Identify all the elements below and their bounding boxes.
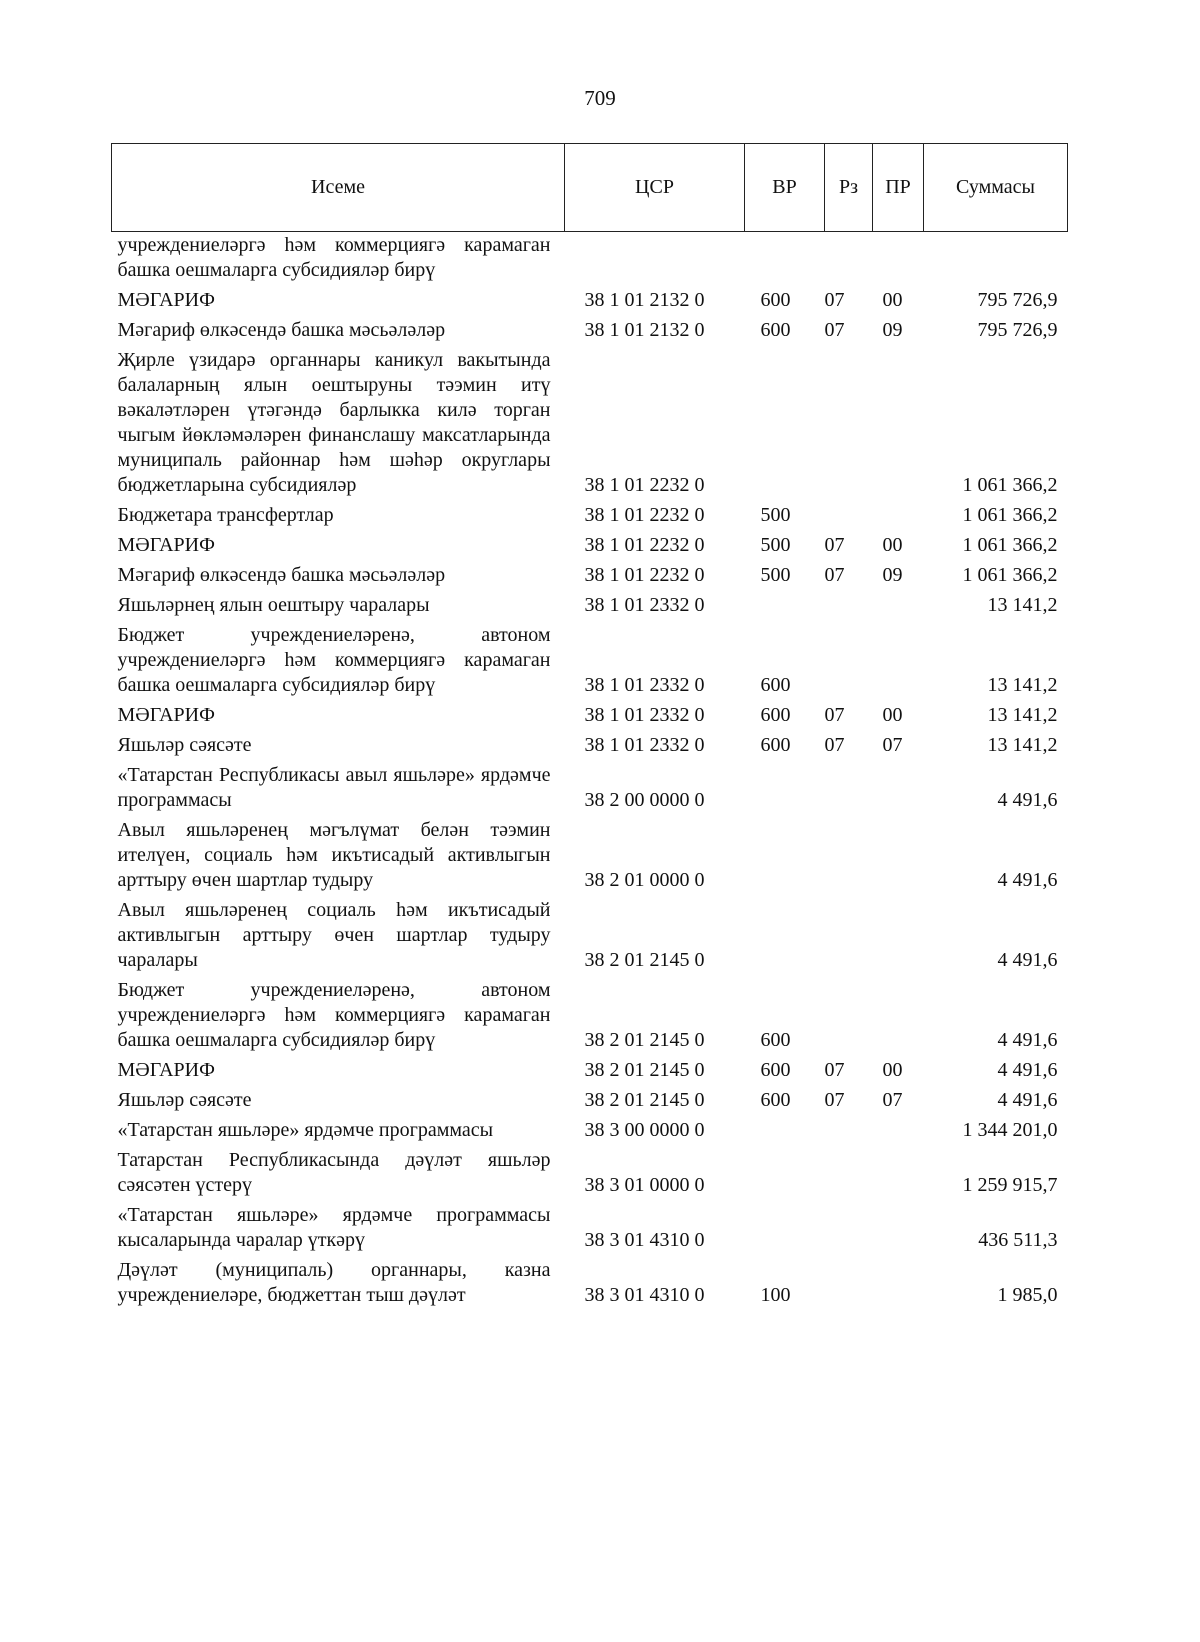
cell-csr: 38 3 01 4310 0 (584, 1284, 705, 1306)
cell-csr: 38 1 01 2232 0 (584, 504, 705, 526)
cell-name: Авыл яшьләренең социаль һәм икътисадый активлыгын арттыру өчен шартлар тудыру чаралары (117, 899, 551, 971)
cell-pr (873, 1202, 924, 1257)
cell-vr (745, 232, 825, 288)
header-name: Исеме (112, 144, 565, 232)
table-row (112, 622, 1068, 702)
cell-rz: 07 (824, 1089, 845, 1111)
cell-vr (745, 1117, 825, 1147)
cell-sum: 1 061 366,2 (962, 534, 1058, 556)
cell-name: Бюджет учреждениеләренә, автоном учреждениеләргә һәм коммерциягә карамаган башка оешмаларга субсидияләр бирү (117, 624, 551, 696)
cell-rz (825, 1117, 873, 1147)
cell-sum: 4 491,6 (997, 1059, 1058, 1081)
table-row (112, 732, 1068, 762)
cell-pr (873, 502, 924, 532)
cell-csr: 38 1 01 2332 0 (584, 734, 705, 756)
cell-vr: 100 (760, 1284, 791, 1306)
cell-sum: 1 061 366,2 (962, 564, 1058, 586)
cell-rz: 07 (824, 734, 845, 756)
cell-sum: 13 141,2 (987, 594, 1058, 616)
cell-pr: 07 (882, 734, 903, 756)
cell-pr: 00 (882, 704, 903, 726)
cell-pr: 00 (882, 1059, 903, 1081)
table-body (112, 232, 1068, 1313)
cell-sum: 13 141,2 (987, 674, 1058, 696)
cell-name: «Татарстан яшьләре» ярдәмче программасы кысаларында чаралар үткәрү (117, 1204, 551, 1251)
table-row (112, 502, 1068, 532)
cell-csr: 38 1 01 2132 0 (584, 289, 705, 311)
cell-vr (745, 817, 825, 897)
cell-rz: 07 (824, 564, 845, 586)
cell-rz: 07 (824, 534, 845, 556)
cell-csr: 38 2 01 2145 0 (584, 1089, 705, 1111)
cell-rz (825, 1147, 873, 1202)
cell-name: Татарстан Республикасында дәүләт яшьләр сәясәтен үстерү (117, 1149, 551, 1196)
cell-sum: 1 061 366,2 (962, 504, 1058, 526)
table-row (112, 762, 1068, 817)
cell-vr: 600 (760, 319, 791, 341)
cell-sum: 4 491,6 (997, 949, 1058, 971)
table-row (112, 1057, 1068, 1087)
cell-rz (825, 1257, 873, 1312)
cell-csr: 38 3 00 0000 0 (584, 1119, 705, 1141)
cell-pr: 00 (882, 534, 903, 556)
cell-csr (565, 232, 745, 288)
cell-rz (825, 502, 873, 532)
cell-pr (873, 347, 924, 502)
cell-pr (873, 762, 924, 817)
cell-sum: 1 259 915,7 (962, 1174, 1058, 1196)
cell-pr (873, 1147, 924, 1202)
cell-pr (873, 1257, 924, 1312)
cell-pr (873, 232, 924, 288)
cell-vr: 500 (760, 504, 791, 526)
cell-csr: 38 2 01 0000 0 (584, 869, 705, 891)
cell-name: Дәүләт (муниципаль) органнары, казна учреждениеләре, бюджеттан тыш дәүләт (117, 1259, 551, 1306)
cell-vr: 600 (760, 704, 791, 726)
budget-table (111, 143, 1068, 1312)
cell-sum: 1 985,0 (997, 1284, 1058, 1306)
cell-name: Бюджетара трансфертлар (117, 504, 334, 526)
cell-sum (924, 232, 1068, 288)
cell-pr (873, 592, 924, 622)
table-row (112, 1087, 1068, 1117)
cell-vr: 600 (760, 1029, 791, 1051)
cell-name: МӘГАРИФ (117, 534, 215, 556)
cell-name: МӘГАРИФ (117, 289, 215, 311)
cell-csr: 38 1 01 2232 0 (584, 474, 705, 496)
cell-sum: 795 726,9 (977, 289, 1058, 311)
cell-rz (825, 977, 873, 1057)
cell-rz (825, 897, 873, 977)
cell-name: МӘГАРИФ (117, 1059, 215, 1081)
cell-pr: 09 (882, 564, 903, 586)
cell-vr (745, 1202, 825, 1257)
cell-rz: 07 (824, 704, 845, 726)
cell-vr (745, 897, 825, 977)
cell-name: учреждениеләргә һәм коммерциягә карамаган башка оешмаларга субсидияләр бирү (117, 234, 551, 281)
cell-rz (825, 1202, 873, 1257)
table-row (112, 532, 1068, 562)
cell-vr: 600 (760, 734, 791, 756)
cell-pr: 00 (882, 289, 903, 311)
cell-csr: 38 2 01 2145 0 (584, 1059, 705, 1081)
cell-name: Җирле үзидарә органнары каникул вакытында балаларның ялын оештыруны тәэмин итү вәкаләтләрен үтәгәндә барлыкка килә торган чыгым йөкләмәләрен финанслашу максатларында муниципаль районнар һәм шәһәр округлары бюджетларына субсидияләр (117, 349, 551, 496)
cell-vr: 600 (760, 289, 791, 311)
header-sum: Суммасы (924, 144, 1068, 232)
cell-name: Бюджет учреждениеләренә, автоном учреждениеләргә һәм коммерциягә карамаган башка оешмаларга субсидияләр бирү (117, 979, 551, 1051)
table-row (112, 702, 1068, 732)
page-number: 709 (584, 86, 616, 110)
cell-rz (825, 592, 873, 622)
cell-sum: 436 511,3 (978, 1229, 1058, 1251)
cell-pr (873, 1117, 924, 1147)
cell-sum: 795 726,9 (977, 319, 1058, 341)
table-row (112, 977, 1068, 1057)
cell-name: «Татарстан Республикасы авыл яшьләре» ярдәмче программасы (117, 764, 551, 811)
header-vr: ВР (745, 144, 825, 232)
table-row (112, 347, 1068, 502)
table-header (112, 144, 1068, 232)
cell-sum: 1 061 366,2 (962, 474, 1058, 496)
cell-name: Мәгариф өлкәсендә башка мәсьәләләр (117, 564, 446, 586)
cell-csr: 38 3 01 0000 0 (584, 1174, 705, 1196)
table-row (112, 562, 1068, 592)
cell-sum: 1 344 201,0 (962, 1119, 1058, 1141)
table-row (112, 232, 1068, 288)
cell-rz (825, 232, 873, 288)
cell-csr: 38 1 01 2332 0 (584, 704, 705, 726)
table-row (112, 817, 1068, 897)
table-row (112, 592, 1068, 622)
cell-vr: 500 (760, 534, 791, 556)
cell-vr: 600 (760, 1059, 791, 1081)
table-row (112, 317, 1068, 347)
cell-name: Яшьләрнең ялын оештыру чаралары (117, 594, 430, 616)
cell-sum: 4 491,6 (997, 1089, 1058, 1111)
header-csr: ЦСР (565, 144, 745, 232)
table-row (112, 1117, 1068, 1147)
cell-name: «Татарстан яшьләре» ярдәмче программасы (117, 1119, 494, 1141)
table-row (112, 287, 1068, 317)
table-row (112, 897, 1068, 977)
cell-vr (745, 1147, 825, 1202)
header-rz: Рз (825, 144, 873, 232)
cell-pr (873, 622, 924, 702)
cell-pr (873, 897, 924, 977)
cell-csr: 38 2 01 2145 0 (584, 949, 705, 971)
cell-vr: 600 (760, 1089, 791, 1111)
cell-sum: 4 491,6 (997, 1029, 1058, 1051)
cell-rz (825, 622, 873, 702)
cell-csr: 38 1 01 2232 0 (584, 564, 705, 586)
cell-name: Авыл яшьләренең мәгълүмат белән тәэмин ителүен, социаль һәм икътисадый активлыгын арттыру өчен шартлар тудыру (117, 819, 551, 891)
cell-rz (825, 347, 873, 502)
cell-csr: 38 1 01 2232 0 (584, 534, 705, 556)
cell-vr (745, 347, 825, 502)
cell-vr: 500 (760, 564, 791, 586)
cell-csr: 38 2 01 2145 0 (584, 1029, 705, 1051)
cell-name: Яшьләр сәясәте (117, 734, 252, 756)
cell-name: МӘГАРИФ (117, 704, 215, 726)
cell-pr (873, 817, 924, 897)
cell-vr: 600 (760, 674, 791, 696)
cell-sum: 13 141,2 (987, 734, 1058, 756)
cell-name: Яшьләр сәясәте (117, 1089, 252, 1111)
cell-vr (745, 762, 825, 817)
cell-pr: 07 (882, 1089, 903, 1111)
cell-rz: 07 (824, 289, 845, 311)
table-row (112, 1257, 1068, 1312)
cell-rz: 07 (824, 319, 845, 341)
cell-vr (745, 592, 825, 622)
cell-sum: 4 491,6 (997, 869, 1058, 891)
cell-pr: 09 (882, 319, 903, 341)
cell-csr: 38 1 01 2332 0 (584, 594, 705, 616)
table-row (112, 1147, 1068, 1202)
cell-sum: 4 491,6 (997, 789, 1058, 811)
table-row (112, 1202, 1068, 1257)
cell-csr: 38 1 01 2132 0 (584, 319, 705, 341)
cell-pr (873, 977, 924, 1057)
cell-rz (825, 762, 873, 817)
cell-csr: 38 2 00 0000 0 (584, 789, 705, 811)
cell-csr: 38 1 01 2332 0 (584, 674, 705, 696)
cell-rz: 07 (824, 1059, 845, 1081)
header-pr: ПР (873, 144, 924, 232)
cell-csr: 38 3 01 4310 0 (584, 1229, 705, 1251)
cell-sum: 13 141,2 (987, 704, 1058, 726)
cell-rz (825, 817, 873, 897)
cell-name: Мәгариф өлкәсендә башка мәсьәләләр (117, 319, 446, 341)
